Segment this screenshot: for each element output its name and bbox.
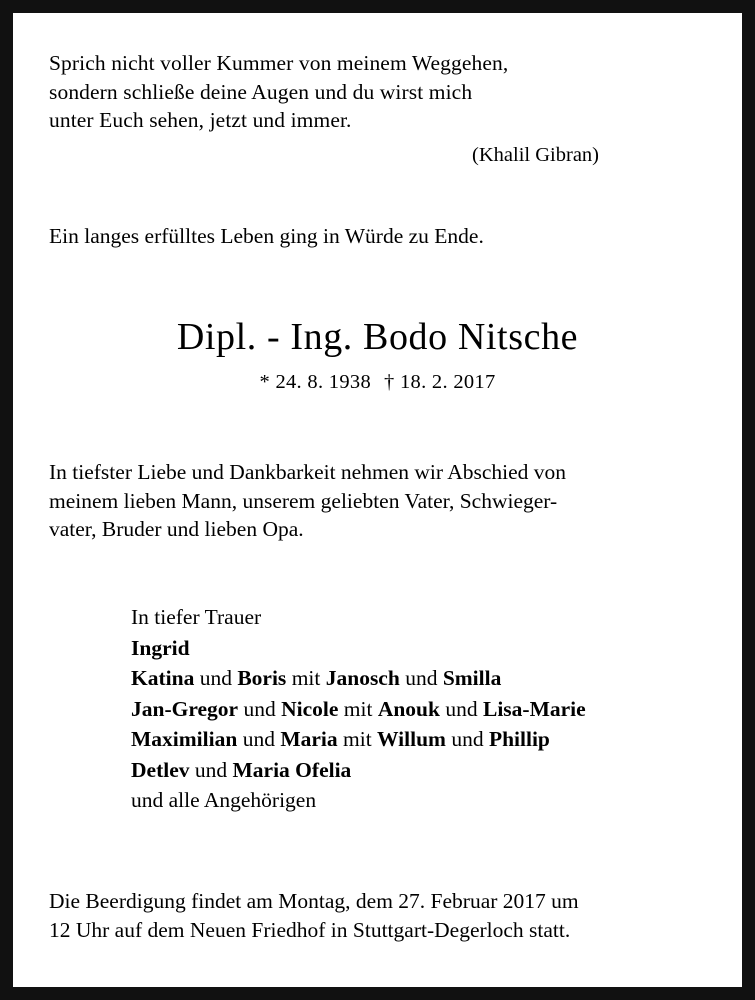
mourner-name: Lisa-Marie xyxy=(482,696,586,721)
mourner-row xyxy=(131,724,706,755)
mourner-row xyxy=(131,663,706,694)
mourner-row xyxy=(131,755,706,786)
mourner-name: Jan-Gregor xyxy=(131,696,239,721)
mourners-block xyxy=(49,602,706,816)
mourner-name: Anouk xyxy=(377,696,440,721)
quote-line-2: sondern schließe deine Augen und du wirst mich xyxy=(49,79,473,104)
mourner-connector: und xyxy=(238,696,282,721)
quote-author: (Khalil Gibran) xyxy=(472,143,599,166)
mourner-name: Smilla xyxy=(442,666,502,691)
funeral-details-line-2: 12 Uhr auf dem Neuen Friedhof in Stuttgart-Degerloch statt. xyxy=(49,917,571,942)
message-line-2-text: meinem lieben Mann, unserem geliebten Vater, Schwieger- xyxy=(49,488,558,513)
obituary-inner xyxy=(13,13,742,987)
mourner-row xyxy=(131,633,706,664)
mourner-connector: mit xyxy=(338,696,378,721)
mourner-connector: und xyxy=(189,757,233,782)
mourner-connector: und alle Angehörigen xyxy=(131,788,317,813)
mourner-name: Maria xyxy=(280,727,338,752)
mourner-connector: und xyxy=(445,727,489,752)
mourner-name: Katina xyxy=(131,666,195,691)
message-line-2 xyxy=(49,487,706,516)
mourner-name: Willum xyxy=(377,727,446,752)
message-line-1 xyxy=(49,458,706,487)
birth-date: * 24. 8. 1938 xyxy=(259,370,371,393)
mourner-name: Janosch xyxy=(325,666,400,691)
mourner-name: Nicole xyxy=(281,696,339,721)
mourner-connector: mit xyxy=(337,727,378,752)
mourner-connector: und xyxy=(237,727,281,752)
message-block xyxy=(49,458,706,544)
mourner-name: Ingrid xyxy=(131,635,190,660)
message-line-1-text: In tiefster Liebe und Dankbarkeit nehmen wir Abschied von xyxy=(49,459,567,484)
mourner-name: Phillip xyxy=(488,727,550,752)
mourner-connector: und xyxy=(399,666,443,691)
funeral-details xyxy=(49,887,706,945)
mourner-name: Boris xyxy=(237,666,287,691)
intro-text: Ein langes erfülltes Leben ging in Würde zu Ende. xyxy=(49,223,484,248)
mourner-connector: und xyxy=(194,666,238,691)
mourner-connector: und xyxy=(439,696,483,721)
life-dates xyxy=(49,371,706,394)
death-date: † 18. 2. 2017 xyxy=(384,370,496,393)
message-line-3: vater, Bruder und lieben Opa. xyxy=(49,517,304,542)
deceased-name: Dipl. - Ing. Bodo Nitsche xyxy=(176,315,579,358)
mourner-name: Detlev xyxy=(131,757,190,782)
quote-line-3: unter Euch sehen, jetzt und immer. xyxy=(49,108,352,133)
deceased-name-block xyxy=(49,315,706,394)
mourners-heading: In tiefer Trauer xyxy=(131,605,262,630)
mourner-row xyxy=(131,785,706,816)
mourner-row xyxy=(131,694,706,725)
mourner-name: Maria Ofelia xyxy=(232,757,352,782)
quote-line-1: Sprich nicht voller Kummer von meinem Weggehen, xyxy=(49,51,509,75)
mourner-name: Maximilian xyxy=(131,727,238,752)
mourner-connector: mit xyxy=(286,666,326,691)
quote-block xyxy=(49,49,706,135)
funeral-details-line-1: Die Beerdigung findet am Montag, dem 27. Februar 2017 um xyxy=(49,889,579,913)
